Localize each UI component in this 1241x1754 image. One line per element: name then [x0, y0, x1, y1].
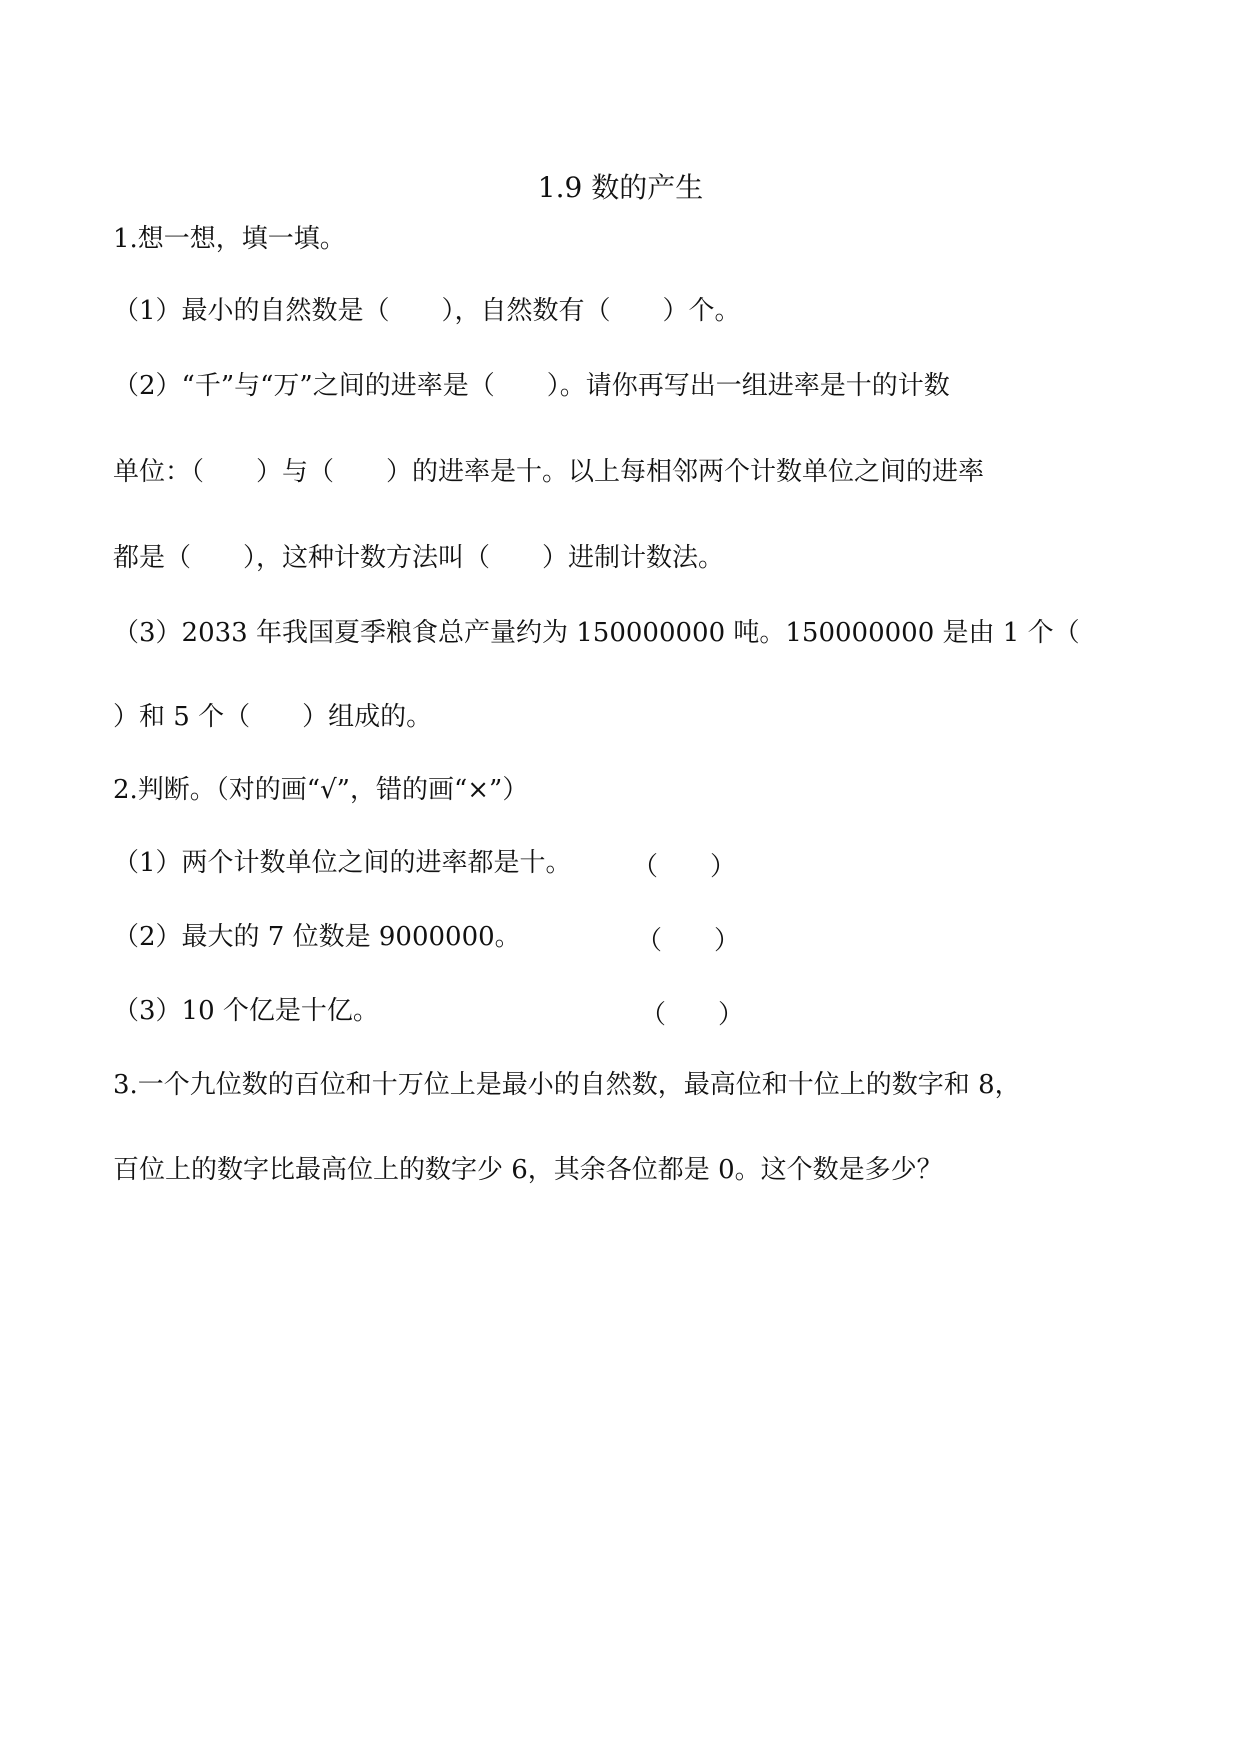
q1-heading: 1.想一想，填一填。	[113, 224, 346, 254]
q3-line-1: 3.一个九位数的百位和十万位上是最小的自然数，最高位和十位上的数字和 8，	[113, 1070, 1021, 1100]
q1-item-3-line-2: ）和 5 个（ ）组成的。	[113, 702, 433, 732]
q2-item-2-text: （2）最大的 7 位数是 9000000。	[113, 922, 521, 952]
q2-item-1-text: （1）两个计数单位之间的进率都是十。	[113, 848, 572, 878]
q1-item-1: （1）最小的自然数是（ ），自然数有（ ）个。	[113, 296, 741, 326]
q2-item-1-answer-blank: （ ）	[632, 852, 737, 882]
q2-item-3-answer-blank: （ ）	[640, 1000, 745, 1030]
q1-item-2-line-2: 单位：（ ）与（ ）的进率是十。以上每相邻两个计数单位之间的进率	[113, 457, 985, 487]
q2-item-2-answer-blank: （ ）	[636, 926, 741, 956]
q1-item-3-line-1: （3）2033 年我国夏季粮食总产量约为 150000000 吨。150000000 是由 1 个（	[113, 618, 1080, 648]
q1-item-2-line-3: 都是（ ），这种计数方法叫（ ）进制计数法。	[113, 543, 725, 573]
page-title: 1.9 数的产生	[537, 171, 704, 204]
q2-heading: 2.判断。（对的画“√”，错的画“×”）	[113, 775, 529, 805]
q3-line-2: 百位上的数字比最高位上的数字少 6，其余各位都是 0。这个数是多少？	[113, 1155, 943, 1185]
q1-item-2-line-1: （2）“千”与“万”之间的进率是（ ）。请你再写出一组进率是十的计数	[113, 371, 950, 401]
q2-item-3-text: （3）10 个亿是十亿。	[113, 996, 379, 1026]
